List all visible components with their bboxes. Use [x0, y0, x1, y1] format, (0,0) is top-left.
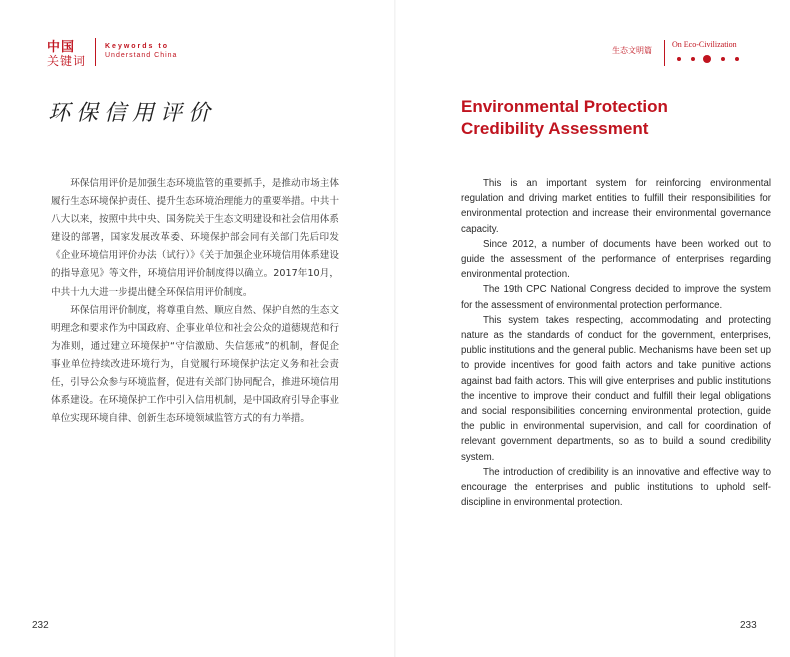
english-paragraph: This system takes respecting, accommodating and protecting nature as the standards of conduct for the government, enterprises, public institutions and the general public. Mechanisms have been set up to provide incentives for good faith actors and take punitive actions against bad faith actors. This will give enterprises and public institutions the incentive to improve their conduct and fulfill their legal obligations and social responsibilities concerning environmental protection, guide the public in environmental supervision, and call for coordination of relevant government departments, so as to build a sound credibility system.: [461, 314, 771, 463]
brand-divider: [95, 38, 96, 66]
english-body: [461, 176, 771, 510]
section-divider: [664, 40, 665, 66]
section-cn-label: 生态文明篇: [612, 46, 652, 55]
page-number-left: 232: [32, 620, 49, 631]
english-paragraph: This is an important system for reinforcing environmental regulation and driving market entities to fulfill their responsibilities for environmental protection and increase their environmental governance capacity.: [461, 178, 771, 235]
english-paragraph: The 19th CPC National Congress decided to improve the system for the assessment of environmental protection performance.: [461, 284, 771, 311]
english-paragraph: Since 2012, a number of documents have been worked out to guide the assessment of the performance of enterprises regarding environmental protection.: [461, 238, 771, 281]
brand-cn-line2: 关键词: [47, 54, 87, 68]
progress-dot: [691, 57, 695, 61]
progress-dot: [721, 57, 725, 61]
section-en-label: On Eco-Civilization: [672, 40, 737, 49]
progress-dot: [677, 57, 681, 61]
chinese-paragraph: 环保信用评价制度，将尊重自然、顺应自然、保护自然的生态文明理念和要求作为中国政府、企事业单位和社会公众的道德规范和行为准则，通过建立环境保护“守信激励、失信惩戒”的机制，督促企事业单位持续改进环境行为，自觉履行环境保护法定义务和社会责任，引导公众参与环境监督，促进有关部门协同配合，推进环境信用体系建设。在环境保护工作中引入信用机制，是中国政府引导企事业单位实现环境自律、创新生态环境领域监管方式的有力举措。: [51, 304, 339, 425]
english-title-line1: Environmental Protection: [461, 97, 668, 116]
chinese-body: [51, 175, 339, 428]
chinese-paragraph: 环保信用评价是加强生态环境监管的重要抓手，是推动市场主体履行生态环境保护责任、提升生态环境治理能力的重要举措。中共十八大以来，按照中共中央、国务院关于生态文明建设和社会信用体系建设的部署，国家发展改革委、环境保护部会同有关部门先后印发《企业环境信用评价办法（试行）》《关于加强企业环境信用体系建设的指导意见》等文件，环境信用评价制度得以确立。2017年10月，中共十九大进一步提出健全环保信用评价制度。: [51, 178, 339, 298]
brand-en-line1: Keywords to: [105, 43, 170, 50]
page-number-right: 233: [740, 620, 757, 631]
progress-dot-current: [703, 55, 711, 63]
chinese-title: 环保信用评价: [48, 101, 217, 126]
brand-cn-line1: 中国: [47, 40, 76, 55]
english-paragraph: The introduction of credibility is an innovative and effective way to encourage the enterprises and public institutions to uphold self-discipline in environmental protection.: [461, 466, 771, 509]
english-title-line2: Credibility Assessment: [461, 119, 649, 138]
brand-en-line2: Understand China: [105, 52, 178, 59]
english-title: [461, 96, 771, 140]
progress-dot: [735, 57, 739, 61]
section-progress-dots: [675, 54, 745, 64]
right-page: [395, 0, 790, 657]
